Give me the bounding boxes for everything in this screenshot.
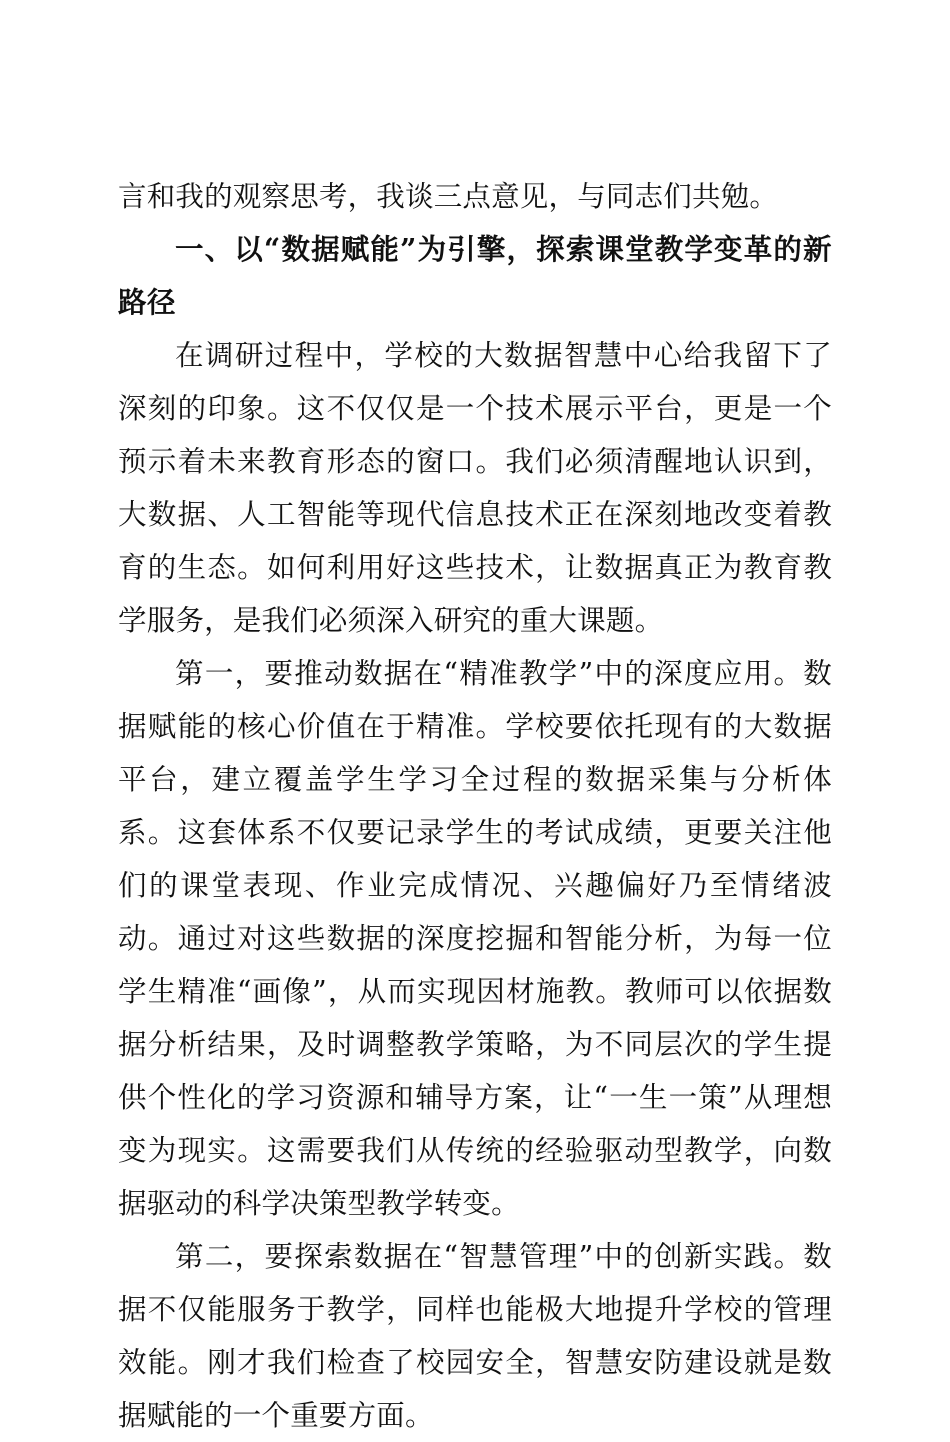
paragraph-research-impression: 在调研过程中，学校的大数据智慧中心给我留下了深刻的印象。这不仅仅是一个技术展示平台，更是一个预示着未来教育形态的窗口。我们必须清醒地认识到，大数据、人工智能等现代信息技术正在深刻地改变着教育的生态。如何利用好这些技术，让数据真正为教育教学服务，是我们必须深入研究的重大课题。	[118, 339, 832, 637]
paragraph-continued: 言和我的观察思考，我谈三点意见，与同志们共勉。	[118, 180, 779, 213]
paragraph-first-point: 第一，要推动数据在“精准教学”中的深度应用。数据赋能的核心价值在于精准。学校要依托现有的大数据平台，建立覆盖学生学习全过程的数据采集与分析体系。这套体系不仅要记录学生的考试成绩，更要关注他们的课堂表现、作业完成情况、兴趣偏好乃至情绪波动。通过对这些数据的深度挖掘和智能分析，为每一位学生精准“画像”，从而实现因材施教。教师可以依据数据分析结果，及时调整教学策略，为不同层次的学生提供个性化的学习资源和辅导方案，让“一生一策”从理想变为现实。这需要我们从传统的经验驱动型教学，向数据驱动的科学决策型教学转变。	[118, 657, 832, 1220]
section-heading-one: 一、以“数据赋能”为引擎，探索课堂教学变革的新路径	[118, 232, 832, 319]
paragraph-second-point: 第二，要探索数据在“智慧管理”中的创新实践。数据不仅能服务于教学，同样也能极大地提升学校的管理效能。刚才我们检查了校园安全，智慧安防建设就是数据赋能的一个重要方面。	[118, 1240, 832, 1432]
document-body	[118, 170, 832, 1442]
